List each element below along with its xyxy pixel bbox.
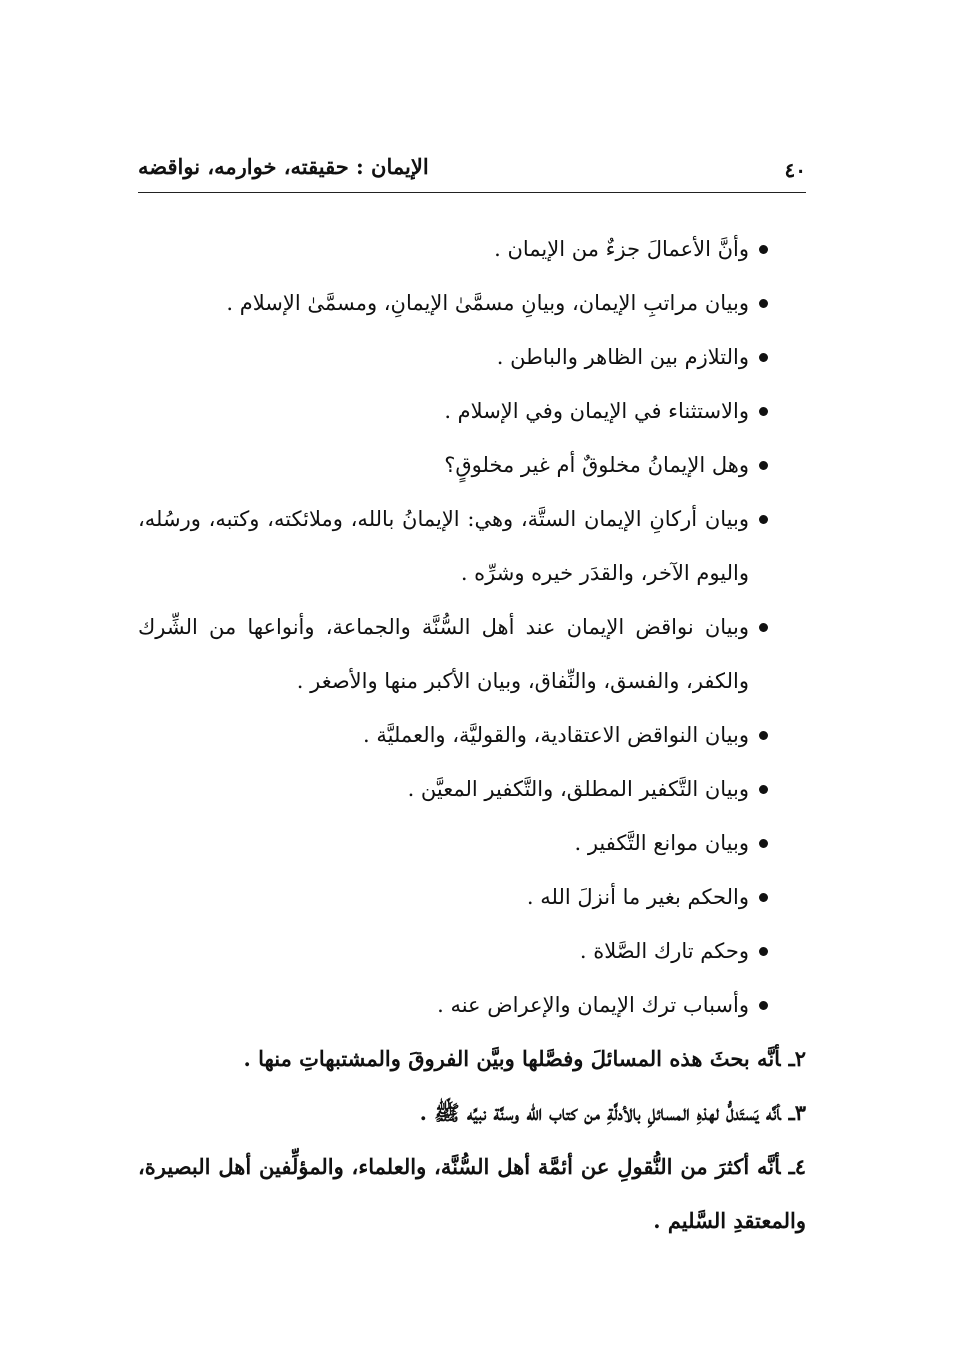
bullet-text: والتلازم بين الظاهر والباطن . xyxy=(496,345,749,369)
bullet-item xyxy=(138,276,806,330)
bullet-item xyxy=(138,924,806,978)
bullet-text: وبيان التَّكفير المطلق، والتَّكفير المعيَّن . xyxy=(407,777,749,801)
bullet-item xyxy=(138,870,806,924)
item-number: ٤ـ xyxy=(788,1154,806,1179)
body-text xyxy=(138,222,806,1248)
numbered-item xyxy=(138,1032,806,1086)
page-number: ٤٠ xyxy=(784,158,806,182)
bullet-text: وأنَّ الأعمالَ جزءٌ من الإيمان . xyxy=(494,237,749,261)
bullet-text: وأسباب ترك الإيمان والإعراض عنه . xyxy=(437,993,749,1017)
bullet-item xyxy=(138,816,806,870)
bullet-item xyxy=(138,438,806,492)
bullet-icon xyxy=(759,785,768,794)
numbered-text: أنَّه بحثَ هذه المسائلَ وفصَّلها وبيَّن الفروقَ والمشتبهاتِ منها . xyxy=(243,1046,781,1071)
bullet-item xyxy=(138,708,806,762)
item-number: ٢ـ xyxy=(788,1046,806,1071)
bullet-icon xyxy=(759,353,768,362)
bullet-icon xyxy=(759,1001,768,1010)
numbered-text: أنَّه أكثرَ من النُّقولِ عن أئمَّة أهل السُّنَّة، والعلماء، والمؤلِّفين أهل البصيرة، والمعتقدِ السَّليم . xyxy=(138,1154,806,1233)
numbered-item xyxy=(138,1086,806,1140)
bullet-text: والحكم بغير ما أنزلَ الله . xyxy=(526,885,749,909)
running-title: الإيمان : حقيقته، خوارمه، نواقضه xyxy=(138,154,429,179)
bullet-icon xyxy=(759,299,768,308)
bullet-icon xyxy=(759,731,768,740)
bullet-item xyxy=(138,384,806,438)
bullet-icon xyxy=(759,515,768,524)
bullet-text: وبيان أركانِ الإيمان الستَّة، وهي: الإيمانُ بالله، وملائكته، وكتبه، ورسُله، واليوم الآخر، والقدَر خيره وشرِّه . xyxy=(138,507,749,585)
bullet-item xyxy=(138,330,806,384)
bullet-item xyxy=(138,762,806,816)
bullet-item xyxy=(138,492,806,600)
bullet-text: وبيان موانع التَّكفير . xyxy=(574,831,749,855)
item-number: ٣ـ xyxy=(788,1100,806,1125)
bullet-text: وبيان النواقض الاعتقادية، والقوليَّة، والعمليَّة . xyxy=(363,723,749,747)
bullet-text: وهل الإيمانُ مخلوقٌ أم غير مخلوقٍ؟ xyxy=(444,453,749,477)
header-divider xyxy=(138,192,806,193)
page-header xyxy=(138,150,806,190)
bullet-text: وبيان مراتبِ الإيمان، وبيانِ مسمَّىٰ الإيمانِ، ومسمَّىٰ الإسلام . xyxy=(226,291,749,315)
bullet-icon xyxy=(759,893,768,902)
bullet-icon xyxy=(759,947,768,956)
bullet-item xyxy=(138,600,806,708)
bullet-icon xyxy=(759,623,768,632)
numbered-item xyxy=(138,1140,806,1248)
bullet-item xyxy=(138,222,806,276)
bullet-icon xyxy=(759,461,768,470)
numbered-text: أنَّه يَستَدلُّ لهذهِ المسائلِ بالأدلَّةِ من كتاب الله وسنَّة نبيِّه ﷺ . xyxy=(419,1100,781,1125)
bullet-icon xyxy=(759,407,768,416)
bullet-icon xyxy=(759,839,768,848)
bullet-text: وحكم تارك الصَّلاة . xyxy=(579,939,749,963)
bullet-item xyxy=(138,978,806,1032)
bullet-text: والاستثناء في الإيمان وفي الإسلام . xyxy=(444,399,749,423)
bullet-icon xyxy=(759,245,768,254)
bullet-text: وبيان نواقض الإيمان عند أهل السُّنَّة والجماعة، وأنواعها من الشِّرك والكفر، والفسق، والنِّفاق، وبيان الأكبر منها والأصغر . xyxy=(138,615,749,693)
